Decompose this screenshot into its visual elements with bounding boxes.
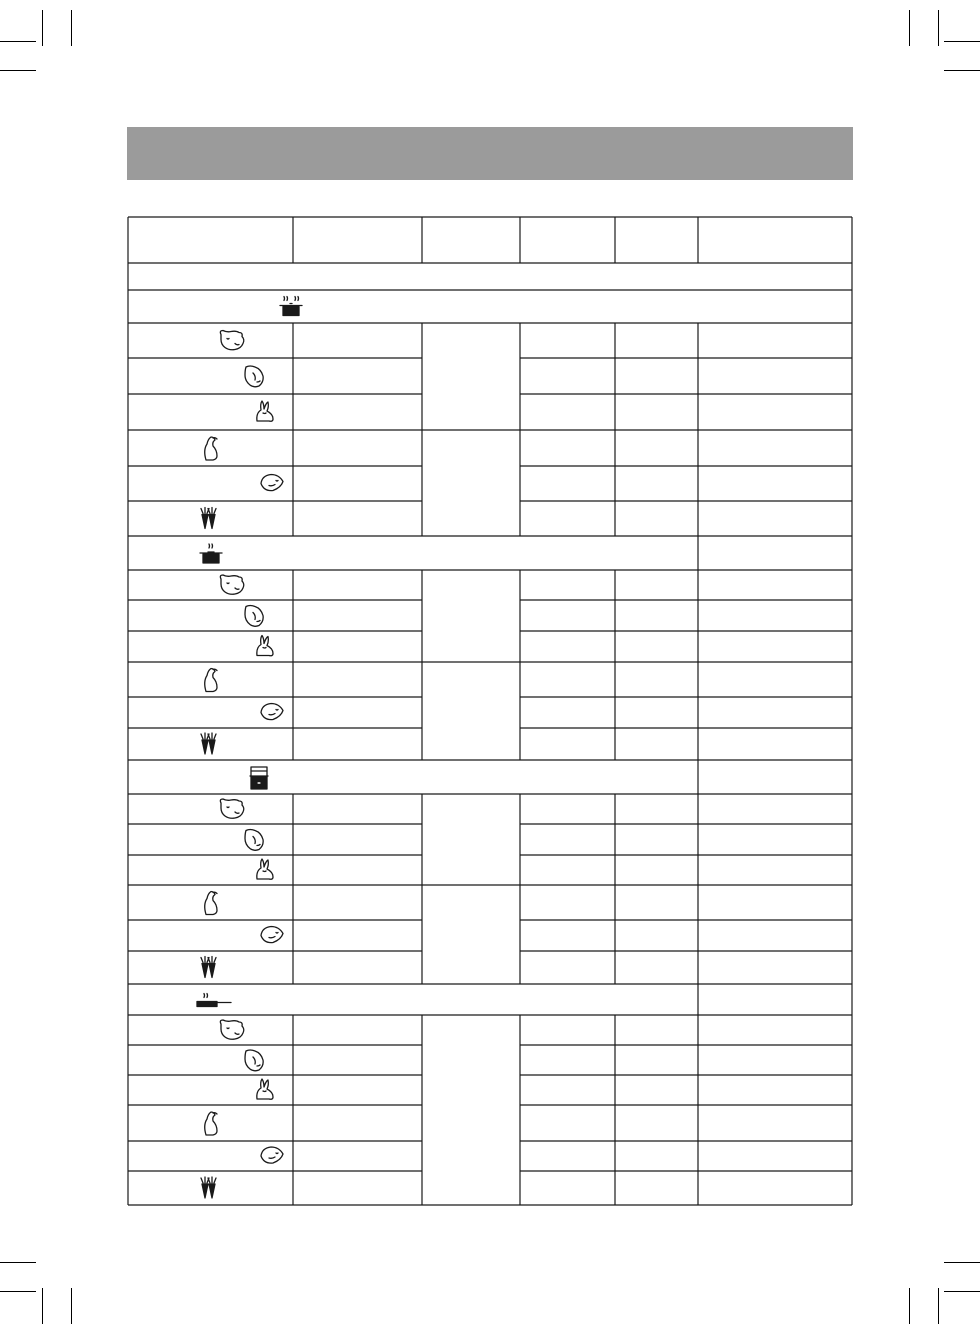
cow-icon <box>220 799 243 818</box>
cow-icon <box>220 1020 243 1039</box>
carrots-icon <box>201 508 216 529</box>
pig-icon <box>245 1050 263 1071</box>
chicken-icon <box>205 1112 217 1135</box>
chicken-icon <box>205 669 217 692</box>
chicken-icon <box>205 892 217 915</box>
rabbit-icon <box>257 636 273 656</box>
fish-icon <box>261 704 283 720</box>
fish-icon <box>261 1147 283 1163</box>
pig-icon <box>245 606 263 627</box>
pig-icon <box>245 366 263 387</box>
chicken-icon <box>205 437 217 460</box>
frying-pan-icon <box>197 994 231 1007</box>
cow-icon <box>220 331 243 350</box>
carrots-icon <box>201 1177 216 1198</box>
pot-boiling-icon <box>200 544 222 563</box>
carrots-icon <box>201 957 216 978</box>
pot-with-steam-icon <box>280 297 302 316</box>
rabbit-icon <box>257 1079 273 1099</box>
pig-icon <box>245 830 263 851</box>
steamer-icon <box>250 767 268 789</box>
carrots-icon <box>201 733 216 754</box>
fish-icon <box>261 475 283 491</box>
rabbit-icon <box>257 401 273 421</box>
rabbit-icon <box>257 859 273 879</box>
fish-icon <box>261 927 283 943</box>
cow-icon <box>220 575 243 594</box>
